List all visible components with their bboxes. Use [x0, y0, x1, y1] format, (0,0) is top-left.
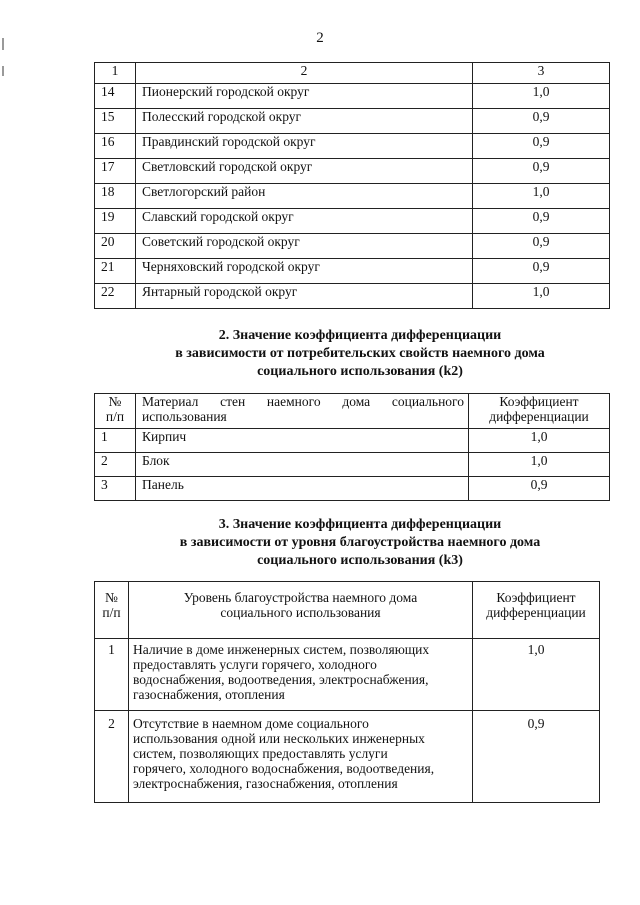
- table-row: [95, 84, 610, 109]
- heading-line: социального использования (k3): [257, 553, 463, 568]
- coefficient-value: 0,9: [473, 234, 610, 259]
- coefficient-value: 0,9: [473, 109, 610, 134]
- header-level-line: социального использования: [220, 605, 381, 620]
- wall-material-table: [94, 393, 610, 501]
- row-number: 19: [95, 209, 136, 234]
- row-number: 1: [95, 639, 129, 711]
- table-row: [95, 259, 610, 284]
- heading-line: 3. Значение коэффициента дифференциации: [218, 517, 502, 532]
- table-header-row: [95, 63, 610, 84]
- header-material-line: Материал стен наемного дома социального: [142, 394, 464, 409]
- coefficient-value: 1,0: [473, 184, 610, 209]
- table-row: [95, 639, 600, 711]
- description-line: водоснабжения, водоотведения, электроснабжения,: [133, 672, 429, 687]
- coefficient-value: 0,9: [473, 209, 610, 234]
- description-line: Наличие в доме инженерных систем, позволяющих: [133, 642, 430, 657]
- header-coefficient-line: Коэффициент: [499, 394, 579, 409]
- material-name: Панель: [136, 477, 469, 501]
- coefficient-value: 0,9: [469, 477, 610, 501]
- table-row: [95, 429, 610, 453]
- header-coefficient-line: дифференциации: [486, 605, 586, 620]
- heading-line: в зависимости от потребительских свойств наемного дома: [175, 346, 545, 361]
- header-material-line: использования: [142, 409, 227, 424]
- row-number: 16: [95, 134, 136, 159]
- table-row: [95, 711, 600, 803]
- description-line: горячего, холодного водоснабжения, водоотведения,: [133, 761, 435, 776]
- section-3-heading: [0, 516, 640, 570]
- coefficient-value: 1,0: [473, 284, 610, 309]
- coefficient-value: 0,9: [473, 259, 610, 284]
- municipality-name: Черняховский городской округ: [136, 259, 473, 284]
- coefficient-value: 0,9: [473, 711, 600, 803]
- description-line: систем, позволяющих предоставлять услуги: [133, 746, 388, 761]
- row-number: 17: [95, 159, 136, 184]
- table-row: [95, 234, 610, 259]
- municipality-name: Янтарный городской округ: [136, 284, 473, 309]
- header-material: [136, 394, 469, 429]
- heading-line: социального использования (k2): [257, 364, 463, 379]
- municipality-name: Советский городской округ: [136, 234, 473, 259]
- heading-line: в зависимости от уровня благоустройства наемного дома: [179, 535, 541, 550]
- table-row: [95, 453, 610, 477]
- table-row: [95, 134, 610, 159]
- header-col-1: 1: [95, 63, 136, 84]
- description-line: Отсутствие в наемном доме социального: [133, 716, 369, 731]
- table-row: [95, 284, 610, 309]
- amenity-description: [129, 711, 473, 803]
- header-number: [95, 582, 129, 639]
- row-number: 22: [95, 284, 136, 309]
- description-line: предоставлять услуги горячего, холодного: [133, 657, 377, 672]
- row-number: 21: [95, 259, 136, 284]
- description-line: использования одной или нескольких инженерных: [133, 731, 425, 746]
- row-number: 1: [95, 429, 136, 453]
- description-line: электроснабжения, газоснабжения, отопления: [133, 776, 398, 791]
- header-coefficient-line: Коэффициент: [496, 590, 576, 605]
- header-number-line: №: [108, 394, 122, 409]
- municipality-name: Полесский городской округ: [136, 109, 473, 134]
- header-coefficient: [473, 582, 600, 639]
- header-number-line: п/п: [102, 605, 121, 620]
- table-row: [95, 109, 610, 134]
- amenity-level-table: [94, 581, 600, 803]
- coefficient-value: 1,0: [469, 453, 610, 477]
- table-header-row: [95, 394, 610, 429]
- scan-edge-mark: [2, 66, 4, 76]
- coefficient-value: 0,9: [473, 134, 610, 159]
- municipality-name: Пионерский городской округ: [136, 84, 473, 109]
- coefficient-value: 0,9: [473, 159, 610, 184]
- municipality-name: Славский городской округ: [136, 209, 473, 234]
- header-number-line: №: [105, 590, 118, 605]
- material-name: Кирпич: [136, 429, 469, 453]
- row-number: 3: [95, 477, 136, 501]
- table-row: [95, 184, 610, 209]
- header-level: [129, 582, 473, 639]
- row-number: 20: [95, 234, 136, 259]
- row-number: 2: [95, 711, 129, 803]
- header-col-2: 2: [136, 63, 473, 84]
- municipality-name: Светлогорский район: [136, 184, 473, 209]
- header-col-3: 3: [473, 63, 610, 84]
- table-row: [95, 209, 610, 234]
- coefficient-value: 1,0: [473, 639, 600, 711]
- row-number: 15: [95, 109, 136, 134]
- row-number: 2: [95, 453, 136, 477]
- header-coefficient: [469, 394, 610, 429]
- row-number: 14: [95, 84, 136, 109]
- header-number: [95, 394, 136, 429]
- amenity-description: [129, 639, 473, 711]
- header-coefficient-line: дифференциации: [489, 409, 589, 424]
- municipality-name: Светловский городской округ: [136, 159, 473, 184]
- page-number: 2: [316, 30, 324, 46]
- heading-line: 2. Значение коэффициента дифференциации: [218, 328, 502, 343]
- row-number: 18: [95, 184, 136, 209]
- header-number-line: п/п: [105, 409, 125, 424]
- table-row: [95, 477, 610, 501]
- coefficient-value: 1,0: [469, 429, 610, 453]
- section-2-heading: [0, 327, 640, 381]
- coefficient-value: 1,0: [473, 84, 610, 109]
- header-level-line: Уровень благоустройства наемного дома: [183, 590, 418, 605]
- description-line: газоснабжения, отопления: [133, 687, 285, 702]
- municipality-coefficient-table: [94, 62, 610, 309]
- table-row: [95, 159, 610, 184]
- material-name: Блок: [136, 453, 469, 477]
- municipality-name: Правдинский городской округ: [136, 134, 473, 159]
- table-header-row: [95, 582, 600, 639]
